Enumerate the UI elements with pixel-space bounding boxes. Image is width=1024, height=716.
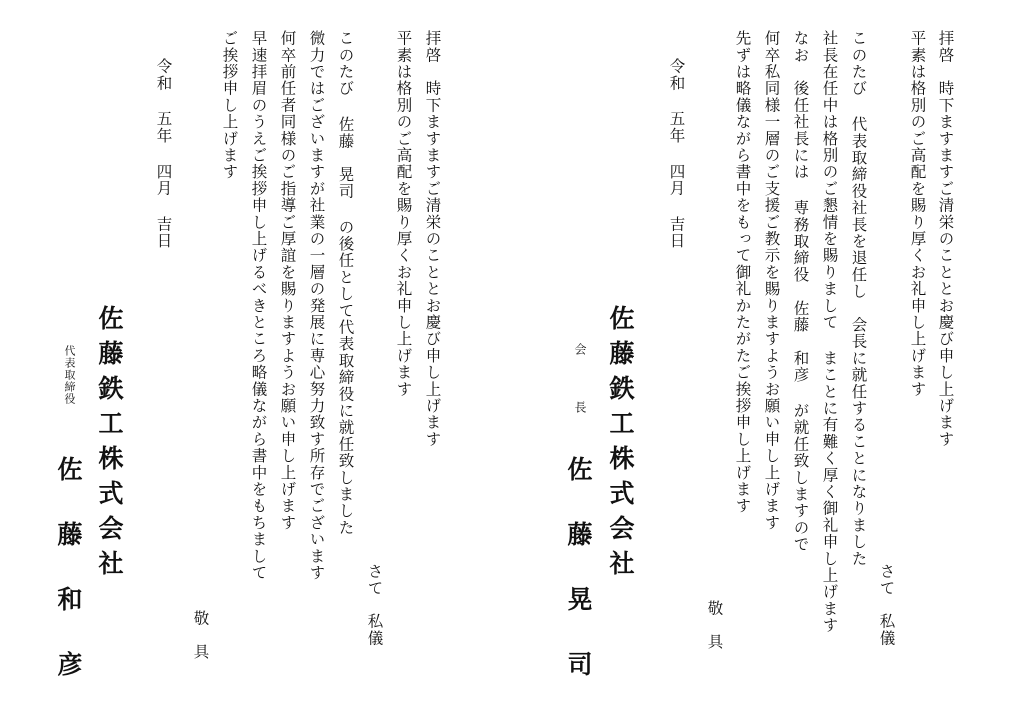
left-company: 佐藤鉄工株式会社 (95, 305, 124, 585)
right-body4: 何卒私同様一層のご支援ご教示を賜りますようお願い申し上げます (762, 30, 781, 531)
left-closing: 敬 具 (191, 610, 210, 661)
right-sate: さて 私儀 (877, 563, 896, 647)
right-body1: このたび 代表取締役社長を退任し 会長に就任することになりました (849, 30, 868, 567)
left-title: 代表取締役 (63, 345, 76, 405)
left-body4: 早速拝眉のうえご挨拶申し上げるべきところ略儀ながら書中をもちまして (249, 30, 268, 582)
right-company: 佐藤鉄工株式会社 (606, 305, 635, 585)
left-body1: このたび 佐藤 晃司 の後任として代表取締役に就任致しました (336, 30, 355, 536)
right-body2: 社長在任中は格別のご懇情を賜りまして まことに有難く厚く御礼申し上げます (820, 30, 839, 634)
left-sate: さて 私儀 (365, 563, 384, 647)
right-closing: 敬 具 (705, 600, 724, 651)
right-line2: 平素は格別のご高配を賜り厚くお礼申し上げます (908, 30, 927, 398)
left-body2: 微力ではございますが社業の一層の発展に専心努力致す所存でございます (307, 30, 326, 582)
left-body3: 何卒前任者同様のご指導ご厚誼を賜りますようお願い申し上げます (278, 30, 297, 531)
left-greeting: 拝啓 時下ますますご清栄のこととお慶び申し上げます (423, 30, 442, 448)
right-name: 佐藤晃司 (564, 456, 593, 716)
right-title: 会長 (573, 343, 587, 459)
right-body3: なお 後任社長には 専務取締役 佐藤 和彦 が就任致しますので (791, 30, 810, 553)
right-greeting: 拝啓 時下ますますご清栄のこととお慶び申し上げます (936, 30, 955, 448)
right-body5: 先ずは略儀ながら書中をもって御礼かたがたご挨拶申し上げます (733, 30, 752, 515)
left-date: 令和 五年 四月 吉日 (154, 58, 173, 250)
left-line2: 平素は格別のご高配を賜り厚くお礼申し上げます (394, 30, 413, 398)
right-date: 令和 五年 四月 吉日 (667, 58, 686, 250)
left-name: 佐藤和彦 (54, 456, 83, 716)
left-body5: ご挨拶申し上げます (220, 30, 239, 181)
